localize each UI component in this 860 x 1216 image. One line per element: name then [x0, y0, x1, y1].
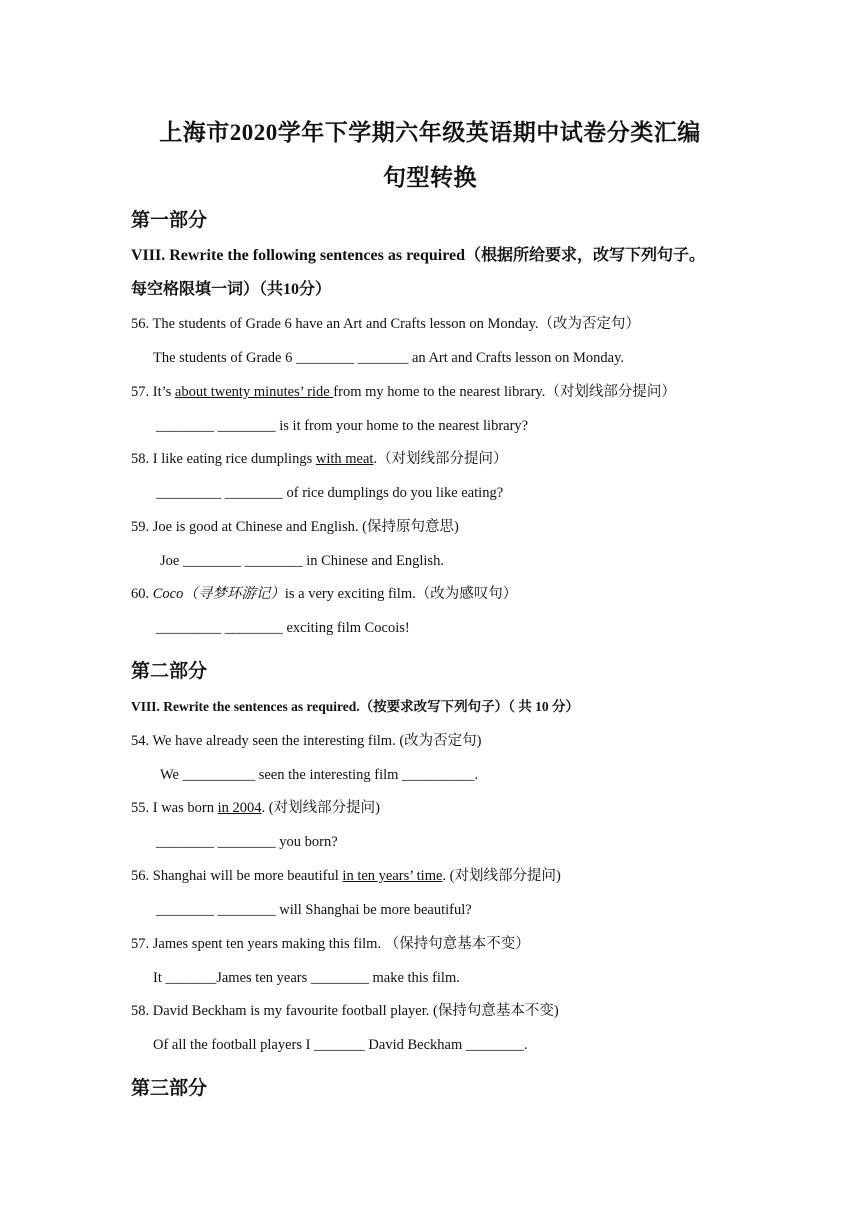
question-60-prefix: 60. — [131, 586, 153, 602]
answer-56-part2: ________ ________ will Shanghai be more beautiful? — [156, 902, 472, 918]
question-57-underlined: about twenty minutes’ ride — [174, 384, 334, 400]
section-heading-part1: 第一部分 — [131, 210, 208, 231]
part2-instruction: VIII. Rewrite the sentences as required.（按要求改写下列句子）（ 共 10 分） — [131, 699, 579, 714]
answer-57: ________ ________ is it from your home to the nearest library? — [156, 418, 529, 434]
question-60-film-title: Coco（寻梦环游记） — [152, 586, 285, 602]
question-56-part2-suffix: . (对划线部分提问) — [442, 868, 561, 884]
question-54: 54. We have already seen the interesting film. (改为否定句) — [131, 733, 482, 749]
section-heading-part3: 第三部分 — [131, 1078, 208, 1099]
question-60-suffix: is a very exciting film.（改为感叹句） — [284, 586, 518, 602]
question-57-prefix: 57. It’s — [131, 384, 175, 400]
answer-59: Joe ________ ________ in Chinese and English. — [160, 553, 444, 569]
question-56: 56. The students of Grade 6 have an Art and Crafts lesson on Monday.（改为否定句） — [131, 316, 641, 332]
question-58 — [131, 450, 508, 468]
question-55-prefix: 55. I was born — [131, 800, 218, 816]
question-56-part2-underlined: in ten years’ time — [342, 868, 443, 884]
question-57-part2: 57. James spent ten years making this film. （保持句意基本不变） — [131, 936, 530, 952]
question-57-suffix: from my home to the nearest library.（对划线部分提问） — [333, 384, 676, 400]
answer-58: _________ ________ of rice dumplings do you like eating? — [156, 485, 504, 501]
answer-60: _________ ________ exciting film Cocois! — [156, 620, 410, 636]
question-57 — [131, 383, 676, 401]
question-60 — [131, 585, 517, 603]
question-55-suffix: . (对划线部分提问) — [261, 800, 380, 816]
answer-55: ________ ________ you born? — [156, 834, 338, 850]
answer-54: We __________ seen the interesting film __________. — [160, 767, 479, 783]
question-55 — [131, 799, 380, 817]
page-title: 上海市2020学年下学期六年级英语期中试卷分类汇编 — [159, 120, 701, 145]
question-56-part2-prefix: 56. Shanghai will be more beautiful — [131, 868, 343, 884]
answer-58-part2: Of all the football players I _______ David Beckham ________. — [153, 1037, 528, 1053]
question-58-underlined: with meat — [315, 451, 374, 467]
answer-56: The students of Grade 6 ________ _______ an Art and Crafts lesson on Monday. — [153, 350, 625, 366]
part1-instruction-line1: VIII. Rewrite the following sentences as required（根据所给要求，改写下列句子。 — [131, 247, 706, 264]
question-58-prefix: 58. I like eating rice dumplings — [131, 451, 316, 467]
question-56-part2 — [131, 867, 561, 885]
page-subtitle: 句型转换 — [383, 165, 477, 190]
question-59: 59. Joe is good at Chinese and English. (保持原句意思) — [131, 519, 459, 535]
question-58-part2: 58. David Beckham is my favourite football player. (保持句意基本不变) — [131, 1003, 559, 1019]
answer-57-part2: It _______James ten years ________ make this film. — [153, 970, 460, 986]
part1-instruction-line2: 每空格限填一词）（共10分） — [131, 281, 332, 298]
question-55-underlined: in 2004 — [217, 800, 262, 816]
question-58-suffix: .（对划线部分提问） — [373, 451, 508, 467]
section-heading-part2: 第二部分 — [131, 661, 208, 682]
